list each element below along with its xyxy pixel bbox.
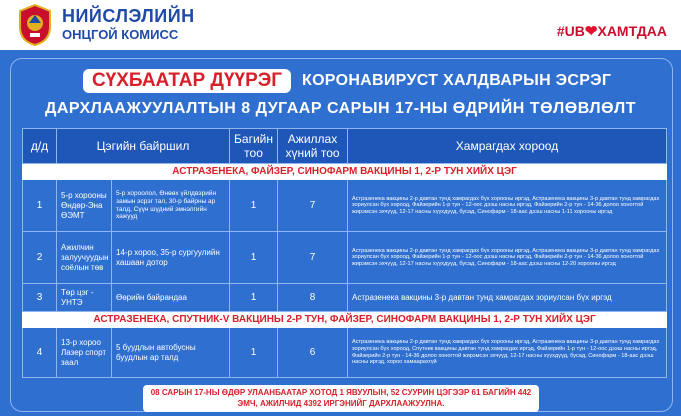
title-line2: ДАРХЛААЖУУЛАЛТЫН 8 ДУГААР САРЫН 17-НЫ ӨДРИЙН ТӨЛӨВЛӨЛТ	[44, 100, 637, 117]
hashtag-suffix: ХАМТДАА	[597, 23, 667, 39]
header-bar	[0, 0, 681, 50]
row-coverage: Астразенека вакцины 2-р давтан тунд хамрагдах бүх хорооны иргэд, Астразенека вакцины 3-р давтан тунд хамрагдах зориулсан бүх хороод, Файзерийн 1-р тун - 12-оос дээш насны иргэд, Файзерийн 2-р тун - 14-36 долоо хоногтой жирэмсэн эхчүүд, 12-17 насны хүүхдүүд, бусад, Синофарм - 18-аас дээш насны 1-11 хорооны иргэд	[348, 180, 667, 232]
table-row	[23, 328, 667, 378]
col-header-teams: Багийн тоо	[230, 129, 278, 164]
row-teams: 1	[230, 328, 278, 378]
hashtag	[557, 22, 667, 40]
row-staff: 7	[278, 232, 348, 284]
capital-emblem-icon	[16, 3, 54, 47]
hashtag-prefix: #UB	[556, 23, 585, 39]
row-place: 13-р хороо Лазер спорт заал	[57, 328, 112, 378]
row-coverage: Астразенека вакцины 2-р давтан тунд хамрагдах бүх хорооны иргэд, Астразенека вакцины 3-р давтан тунд хамрагдах зориулсан бүх хороод, Спутник вакцины давтан тунд хамрагдах иргэд, Файзерийн 1-р тун - 12-оос дээш насны иргэд, Файзерийн 2-р тун - 14-36 долоо хоногтой жирэмсэн эхчүүд, 12-17 насны хүүхдүүд, бусад, Синофарм - 18-аас дээш насны иргэд, хороо хамаарахгүй	[348, 328, 667, 378]
col-header-coverage: Хамрагдах хороод	[348, 129, 667, 164]
col-header-staff: Ажиллах хүний тоо	[278, 129, 348, 164]
org-name-line2: ОНЦГОЙ КОМИСС	[62, 27, 179, 42]
row-address: 5 буудлын автобусны буудлын ар талд	[112, 328, 230, 378]
row-coverage: Астразенека вакцины 3-р давтан тунд хамрагдах зориулсан бүх иргэд	[348, 284, 667, 312]
district-title: СҮХБААТАР ДҮҮРЭГ	[83, 69, 291, 93]
row-teams: 1	[230, 284, 278, 312]
row-number: 1	[23, 180, 57, 232]
vaccine-group-row	[23, 164, 667, 180]
vaccine-group-label: АСТРАЗЕНЕКА, ФАЙЗЕР, СИНОФАРМ ВАКЦИНЫ 1, 2-Р ТУН ХИЙХ ЦЭГ	[23, 164, 667, 180]
vaccination-schedule-table	[22, 128, 667, 378]
heart-icon: ❤	[584, 23, 598, 40]
vaccine-group-row	[23, 312, 667, 328]
table-header-row	[23, 129, 667, 164]
col-header-location: Цэгийн байршил	[57, 129, 230, 164]
row-staff: 6	[278, 328, 348, 378]
row-place: 5-р хорооны Өндөр-Эна ӨЭМТ	[57, 180, 112, 232]
row-address: Өөрийн байрандаа	[112, 284, 230, 312]
row-address: 14-р хороо, 35-р сургуулийн хашаан дотор	[112, 232, 230, 284]
summary-banner	[143, 385, 539, 412]
row-place: Төр цэг - УНТЭ	[57, 284, 112, 312]
table-row	[23, 232, 667, 284]
table-row	[23, 284, 667, 312]
row-staff: 7	[278, 180, 348, 232]
title-line1: КОРОНАВИРУСТ ХАЛДВАРЫН ЭСРЭГ	[302, 72, 612, 89]
vaccine-group-label: АСТРАЗЕНЕКА, СПУТНИК-V ВАКЦИНЫ 2-Р ТУН, ФАЙЗЕР, СИНОФАРМ ВАКЦИНЫ 1, 2-Р ТУН ХИЙХ ЦЭГ	[23, 312, 667, 328]
row-number: 3	[23, 284, 57, 312]
row-number: 2	[23, 232, 57, 284]
row-teams: 1	[230, 232, 278, 284]
row-staff: 8	[278, 284, 348, 312]
summary-line2: ЭМЧ, АЖИЛЧИД 4392 ИРГЭНИЙГ ДАРХЛААЖУУЛНА.	[237, 399, 445, 408]
summary-line1: 08 САРЫН 17-НЫ ӨДӨР УЛААНБААТАР ХОТОД 1 ЯВУУЛЫН, 52 СУУРИН ЦЭГЭЭР 61 БАГИЙН 442	[150, 388, 532, 397]
table-row	[23, 180, 667, 232]
row-coverage: Астразенека вакцины 2-р давтан тунд хамрагдах бүх хорооны иргэд, Астразенека вакцины 3-р давтан тунд хамрагдах зориулсан бүх хороод, Файзерийн 1-р тун - 12-оос дээш насны иргэд, Файзерийн 2-р тун - 14-36 долоо хоногтой жирэмсэн эхчүүд, 12-17 насны хүүхдүүд, бусад, Синофарм - 18-аас дээш насны 12-20 хорооны иргэд	[348, 232, 667, 284]
row-teams: 1	[230, 180, 278, 232]
org-name-line1: НИЙСЛЭЛИЙН	[62, 6, 195, 26]
row-number: 4	[23, 328, 57, 378]
row-place: Ажилчин залуучуудын соёлын төв	[57, 232, 112, 284]
row-address: 5-р хороолол, Өнөөх үйлдвэрийн замын эсрэг тал, 30-р байрны ар талд, Сүүн шүдний эмнэлгийн хажууд	[112, 180, 230, 232]
col-header-number: д/д	[23, 129, 57, 164]
